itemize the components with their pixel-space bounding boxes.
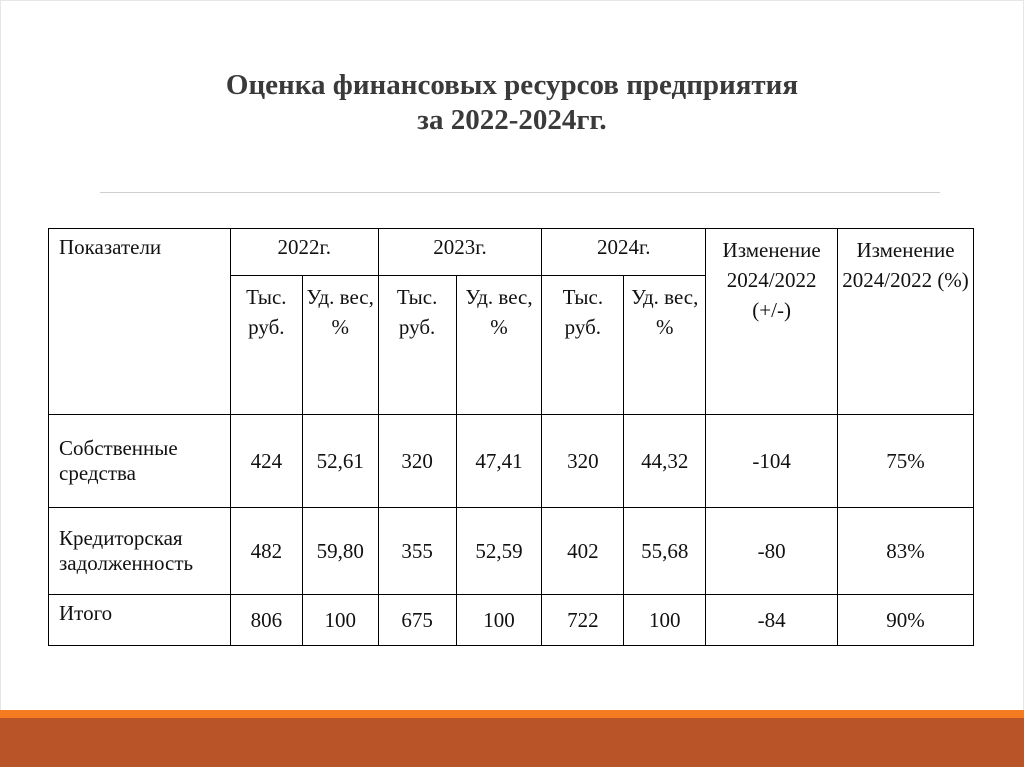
cell-value-2024: 722 (542, 595, 624, 646)
financial-resources-table (48, 228, 974, 646)
year-header-2022: 2022г. (230, 229, 378, 276)
title-line-2: за 2022-2024гг. (417, 104, 607, 136)
change-pct-header: Изменение 2024/2022 (%) (838, 229, 974, 415)
cell-change-abs: -84 (706, 595, 838, 646)
cell-value-2023: 320 (378, 415, 456, 508)
cell-change-pct: 83% (838, 508, 974, 595)
unit-weight-2023: Уд. вес, % (456, 276, 542, 415)
title-line-1: Оценка финансовых ресурсов предприятия (225, 69, 799, 101)
table-row-own-funds (49, 415, 974, 508)
year-header-2024: 2024г. (542, 229, 706, 276)
unit-thousand-2024: Тыс. руб. (542, 276, 624, 415)
cell-change-pct: 75% (838, 415, 974, 508)
unit-weight-2022: Уд. вес, % (302, 276, 378, 415)
change-abs-header: Изменение 2024/2022 (+/-) (706, 229, 838, 415)
footer-accent-stripe (0, 710, 1024, 718)
cell-weight-2023: 52,59 (456, 508, 542, 595)
slide-title (120, 68, 904, 138)
cell-change-pct: 90% (838, 595, 974, 646)
cell-value-2023: 675 (378, 595, 456, 646)
unit-thousand-2023: Тыс. руб. (378, 276, 456, 415)
cell-weight-2024: 55,68 (624, 508, 706, 595)
cell-change-abs: -80 (706, 508, 838, 595)
row-label: Кредиторская задолженность (49, 508, 231, 595)
cell-weight-2023: 47,41 (456, 415, 542, 508)
year-header-2023: 2023г. (378, 229, 542, 276)
cell-value-2024: 320 (542, 415, 624, 508)
title-divider (100, 192, 940, 193)
cell-weight-2022: 100 (302, 595, 378, 646)
indicator-header: Показатели (49, 229, 231, 415)
unit-weight-2024: Уд. вес, % (624, 276, 706, 415)
cell-value-2022: 482 (230, 508, 302, 595)
table-row-payables (49, 508, 974, 595)
cell-value-2023: 355 (378, 508, 456, 595)
cell-change-abs: -104 (706, 415, 838, 508)
cell-value-2022: 424 (230, 415, 302, 508)
footer-band (0, 718, 1024, 767)
row-label: Итого (49, 595, 231, 646)
header-row-years (49, 229, 974, 276)
cell-weight-2022: 52,61 (302, 415, 378, 508)
row-label: Собственные средства (49, 415, 231, 508)
unit-thousand-2022: Тыс. руб. (230, 276, 302, 415)
cell-value-2024: 402 (542, 508, 624, 595)
cell-weight-2022: 59,80 (302, 508, 378, 595)
cell-weight-2024: 100 (624, 595, 706, 646)
cell-weight-2023: 100 (456, 595, 542, 646)
cell-value-2022: 806 (230, 595, 302, 646)
cell-weight-2024: 44,32 (624, 415, 706, 508)
table-row-total (49, 595, 974, 646)
